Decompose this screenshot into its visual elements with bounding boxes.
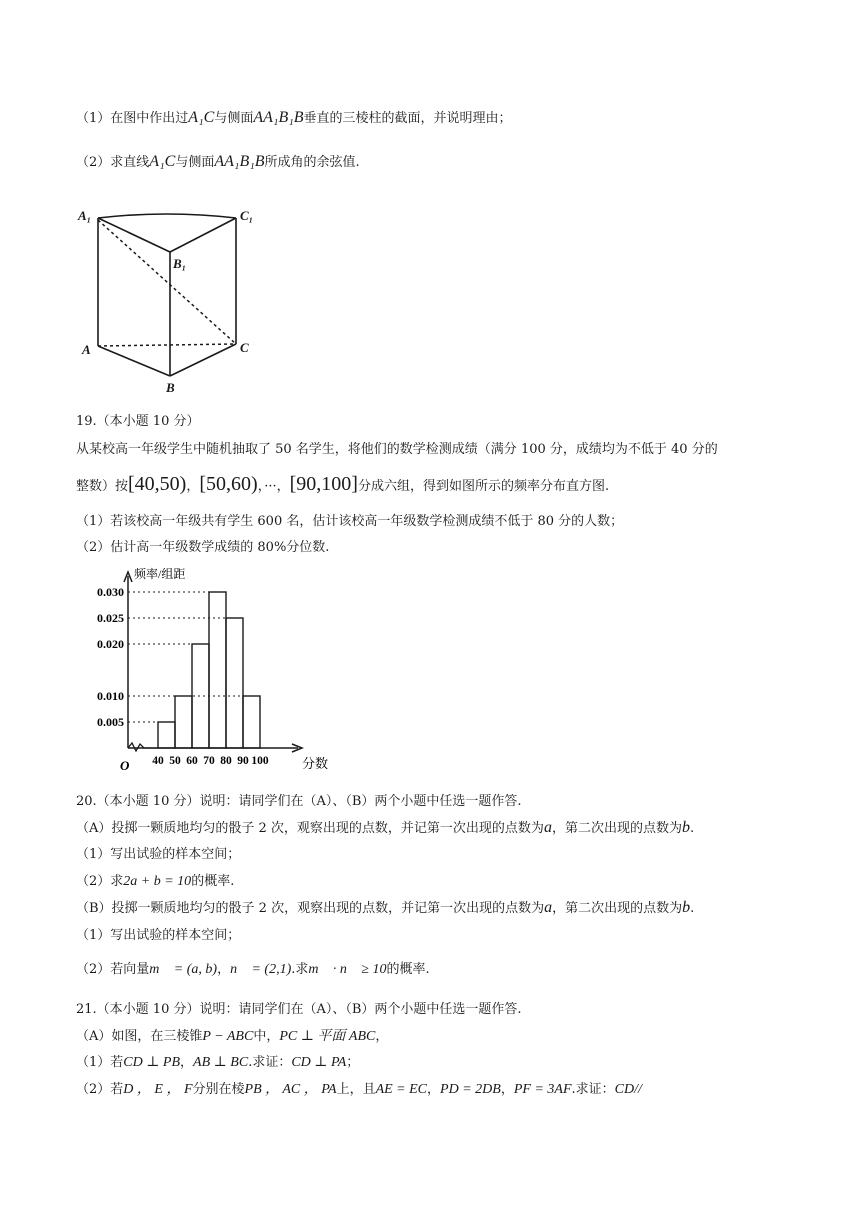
text: （A）投掷一颗质地均匀的骰子 2 次，观察出现的点数，并记第一次出现的点数为 xyxy=(76,821,544,836)
condition: AB ⊥ BC xyxy=(193,1055,249,1070)
x-tick-label: 80 xyxy=(220,755,232,767)
histogram-bar xyxy=(175,696,192,748)
var-a: a xyxy=(543,819,552,836)
edges: PB ， AC ， PA xyxy=(244,1082,337,1097)
perpendicular-condition: PC ⊥ 平面 ABC xyxy=(279,1029,376,1044)
histogram-bar xyxy=(226,618,243,748)
part-number: （1） xyxy=(76,111,111,126)
x-tick-label: 40 xyxy=(152,755,164,767)
text: 上，且 xyxy=(336,1082,376,1097)
histogram-bar xyxy=(243,696,260,748)
text: （A）如图，在三棱锥 xyxy=(76,1029,203,1044)
text: . xyxy=(690,901,695,916)
x-tick-label: 90 xyxy=(237,755,249,767)
histogram-bar xyxy=(158,722,175,748)
interval: [50,60) xyxy=(199,473,258,495)
goal: CD ⊥ PA xyxy=(291,1055,347,1070)
q21-q1 xyxy=(76,1053,359,1073)
text: ， xyxy=(276,479,290,494)
text: .求证： xyxy=(248,1055,292,1070)
histogram-bar xyxy=(209,592,226,748)
pyramid: P − ABC xyxy=(202,1029,254,1044)
edge-bc xyxy=(170,344,236,376)
q20-b-intro xyxy=(76,898,694,919)
inequality: m⃗ · n⃗ ≥ 10 xyxy=(308,962,387,977)
vector-n: n⃗ = (2,1) xyxy=(230,962,292,977)
text: ，第二次出现的点数为 xyxy=(552,901,683,916)
text: 中， xyxy=(253,1029,280,1044)
x-tick-label: 50 xyxy=(169,755,181,767)
y-axis-label: 频率/组距 xyxy=(134,567,186,581)
goal: CD// xyxy=(614,1082,642,1097)
part-number: （2） xyxy=(76,155,111,170)
text: 的概率. xyxy=(191,874,235,889)
text: ， xyxy=(375,1029,389,1044)
label-a1: A₁ xyxy=(78,208,92,223)
q18-part1 xyxy=(76,108,512,129)
q19-q2: （2）估计高一年级数学成绩的 80%分位数. xyxy=(76,540,330,555)
vector-m: m⃗ = (a, b) xyxy=(149,962,218,977)
y-tick-label: 0.030 xyxy=(97,585,124,599)
q21-q2 xyxy=(76,1080,642,1100)
equation: 2a + b = 10 xyxy=(123,874,192,889)
var-b: b xyxy=(682,899,691,916)
condition: CD ⊥ PB xyxy=(123,1055,180,1070)
text: 分成六组，得到如图所示的频率分布直方图. xyxy=(357,479,610,494)
text: （1）若 xyxy=(76,1055,124,1070)
text: 的概率. xyxy=(386,962,430,977)
ellipsis: ··· xyxy=(264,479,277,494)
text: ， xyxy=(257,479,265,494)
x-tick-label: 100 xyxy=(251,755,269,767)
segment-a1c: A₁C xyxy=(188,109,215,126)
q19-q1: （1）若该校高一年级共有学生 600 名，估计该校高一年级数学检测成绩不低于 80 分的人数； xyxy=(76,514,624,529)
q18-part2 xyxy=(76,152,360,173)
y-tick-label: 0.025 xyxy=(97,611,124,625)
prism-figure xyxy=(76,204,266,394)
text: 求直线 xyxy=(110,155,150,170)
q20-b-q1: （1）写出试验的样本空间； xyxy=(76,928,241,943)
points: D ， E ， F xyxy=(123,1082,193,1097)
var-a: a xyxy=(544,899,553,916)
condition: PD = 2DB xyxy=(440,1082,501,1097)
text: .求证： xyxy=(571,1082,615,1097)
text: （2）求 xyxy=(76,874,124,889)
label-c: C xyxy=(240,340,249,355)
q19-intro-2 xyxy=(76,474,609,497)
text: （2）若向量 xyxy=(76,962,150,977)
x-axis-label: 分数 xyxy=(302,756,329,771)
text: 在图中作出过 xyxy=(110,111,189,126)
q20-a-intro xyxy=(76,818,694,839)
label-b: B xyxy=(166,380,175,394)
q19-intro-1: 从某校高一年级学生中随机抽取了 50 名学生，将他们的数学检测成绩（满分 100 分，成绩均为不低于 40 分的 xyxy=(76,442,718,457)
q21-header: 21.（本小题 10 分）说明：请同学们在（A）、（B）两个小题中任选一题作答. xyxy=(76,1002,522,1017)
var-b: b xyxy=(681,819,690,836)
axis-break-icon xyxy=(128,743,158,751)
text: ， xyxy=(427,1082,441,1097)
origin-label: O xyxy=(120,758,130,773)
segment-a1c: A₁C xyxy=(149,153,176,170)
text: . xyxy=(689,821,695,836)
x-tick-label: 60 xyxy=(186,755,198,767)
edge-ab xyxy=(98,346,170,376)
x-tick-label: 70 xyxy=(203,755,215,767)
face-aa1b1b: AA₁B₁B xyxy=(253,109,304,126)
condition: PF = 3AF xyxy=(513,1082,572,1097)
text: ，第二次出现的点数为 xyxy=(551,821,682,836)
text: .求 xyxy=(291,962,309,977)
label-a: A xyxy=(82,342,91,357)
interval: [90,100] xyxy=(289,473,358,495)
label-c1: C₁ xyxy=(240,208,254,223)
label-b1: B₁ xyxy=(173,256,187,271)
q19-header: 19.（本小题 10 分） xyxy=(76,414,200,429)
text: 垂直的三棱柱的截面，并说明理由； xyxy=(303,111,512,126)
edge-a1b1 xyxy=(98,218,170,252)
text: 分别在棱 xyxy=(192,1082,245,1097)
text: 与侧面 xyxy=(214,111,254,126)
text: （2）若 xyxy=(76,1082,124,1097)
y-tick-label: 0.010 xyxy=(97,689,124,703)
frequency-histogram xyxy=(76,566,336,776)
edge-b1c1 xyxy=(170,218,236,252)
text: ， xyxy=(186,479,200,494)
text: 与侧面 xyxy=(175,155,215,170)
q20-b-q2 xyxy=(76,960,430,980)
text: 整数）按 xyxy=(76,479,129,494)
y-tick-label: 0.005 xyxy=(97,715,124,729)
text: ， xyxy=(217,962,231,977)
diagonal-a1c xyxy=(98,220,236,344)
y-tick-label: 0.020 xyxy=(97,637,124,651)
text: ， xyxy=(180,1055,194,1070)
face-aa1b1b: AA₁B₁B xyxy=(214,153,265,170)
hidden-edge-ac xyxy=(98,344,236,346)
condition: AE = EC xyxy=(375,1082,428,1097)
text: 所成角的余弦值. xyxy=(264,155,360,170)
text: （B）投掷一颗质地均匀的骰子 2 次，观察出现的点数，并记第一次出现的点数为 xyxy=(76,901,545,916)
q20-a-q1: （1）写出试验的样本空间； xyxy=(76,847,241,862)
interval: [40,50) xyxy=(128,473,187,495)
edge-a1c1 xyxy=(98,214,236,218)
text: ； xyxy=(346,1055,360,1070)
text: ， xyxy=(500,1082,514,1097)
q20-a-q2 xyxy=(76,872,234,892)
q20-header: 20.（本小题 10 分）说明：请同学们在（A）、（B）两个小题中任选一题作答. xyxy=(76,794,522,809)
q21-a-intro xyxy=(76,1027,388,1047)
